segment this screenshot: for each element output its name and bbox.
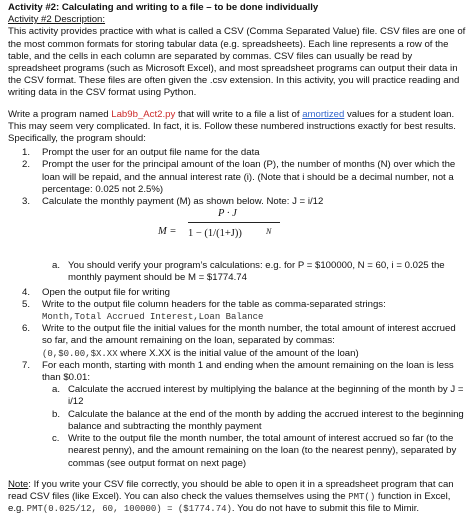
formula-denominator: 1 − (1/(1+J)) bbox=[188, 228, 242, 240]
step-text: Write to the output file column headers for the table as comma-separated strings: bbox=[42, 298, 386, 310]
sub-text: Calculate the accrued interest by multiplying the balance at the beginning of the month by J = i/12 bbox=[68, 384, 464, 408]
step-text: For each month, starting with month 1 and ending when the amount remaining on the loan is less than $0.01: bbox=[42, 359, 454, 384]
intro-paragraph: This activity provides practice with what is called a CSV (Comma Separated Value) file. CSV files are one of the most common formats for storing tabular data (e.g. spreadsheets). Each line represents a row of the table, and the cells in each column are separated by commas. CSV files can usually be read by spreadsheet programs (such as Microsoft Excel), and most spreadsheet programs can output their data in the CSV format. These files are often given the .csv extension. In this activity, you will practice reading and writing data in the CSV format using Python. bbox=[8, 26, 466, 99]
step-number: 3. bbox=[22, 196, 31, 208]
task-text-middle: that will write to a file a list of bbox=[175, 108, 303, 120]
sub-text: Calculate the balance at the end of the month by adding the accrued interest to the beginning balance and subtracting the monthly payment bbox=[68, 408, 464, 432]
step-7 bbox=[8, 360, 466, 384]
formula-numerator: P · J bbox=[218, 208, 237, 220]
task-paragraph bbox=[8, 109, 466, 146]
step-text: Open the output file for writing bbox=[42, 286, 170, 298]
note-text: function in Excel, e.g. bbox=[8, 490, 451, 515]
step-7b bbox=[8, 409, 466, 433]
step-1 bbox=[8, 147, 466, 159]
description-heading: Activity #2 Description: bbox=[8, 14, 106, 26]
fraction-bar bbox=[188, 222, 280, 223]
step-3a bbox=[8, 260, 466, 284]
csv-header-code: Month,Total Accrued Interest,Loan Balance bbox=[42, 312, 264, 323]
pmt-example-code: PMT(0.025/12, 60, 100000) = ($1774.74) bbox=[26, 504, 232, 515]
sub-letter: a. bbox=[52, 260, 61, 272]
program-filename: Lab9b_Act2.py bbox=[111, 108, 176, 120]
step-number: 6. bbox=[22, 323, 31, 335]
task-text-before: Write a program named bbox=[8, 108, 112, 120]
spacer bbox=[8, 470, 466, 479]
task-text-after: values for a student loan. This may seem very complicated. In fact, it is. Follow these numbered instructions exactly for best results. Specifically, the program should: bbox=[8, 108, 456, 145]
step-2 bbox=[8, 159, 466, 196]
sub-letter: c. bbox=[52, 433, 60, 445]
step-text: Write to the output file the initial values for the month number, the total amount of interest accrued so far, and the amount remaining on the loan, separated by commas: bbox=[42, 323, 456, 347]
step-text: Calculate the monthly payment (M) as shown below. Note: J = i/12 bbox=[42, 196, 324, 208]
amortized-link[interactable]: amortized bbox=[302, 108, 345, 120]
step-number: 1. bbox=[22, 147, 31, 159]
note-label: Note bbox=[8, 478, 29, 490]
initial-row-code: (0,$0.00,$X.XX bbox=[42, 348, 118, 359]
note-text: : If you write your CSV file correctly, you should be able to open it in a spreadsheet program that can read CSV files (like Excel). You can also check the values themselves using the bbox=[8, 478, 454, 502]
sub-letter: a. bbox=[52, 384, 61, 396]
sub-letter: b. bbox=[52, 408, 61, 420]
step-number: 4. bbox=[22, 286, 31, 298]
activity-title: Activity #2: Calculating and writing to a file – to be done individually bbox=[8, 2, 319, 13]
pmt-function-code: PMT() bbox=[348, 491, 376, 502]
step-7c bbox=[8, 433, 466, 470]
step-number: 5. bbox=[22, 298, 31, 310]
note-text: . You do not have to submit this file to Mimir. bbox=[231, 503, 420, 515]
step-6-tail: where X.XX is the initial value of the amount of the loan) bbox=[117, 347, 359, 359]
formula-lhs: M = bbox=[158, 226, 177, 238]
payment-formula bbox=[158, 208, 466, 260]
step-5 bbox=[8, 299, 466, 323]
step-3 bbox=[8, 196, 466, 208]
step-text: Prompt the user for the principal amount of the loan (P), the number of months (N) over which the loan will be repaid, and the annual interest rate (i). (Note that i should be a decimal number, not a percentage: 0.025 not 2.5%) bbox=[42, 159, 456, 195]
step-number: 2. bbox=[22, 159, 31, 171]
sub-text: You should verify your program’s calculations: e.g. for P = $100000, N = 60, i = 0.025 the monthly payment should be M = $1774.74 bbox=[68, 260, 445, 284]
step-7a bbox=[8, 384, 466, 408]
note-paragraph bbox=[8, 479, 466, 515]
step-6 bbox=[8, 323, 466, 360]
instruction-list-continued bbox=[8, 287, 466, 385]
step-number: 7. bbox=[22, 359, 31, 371]
step-4 bbox=[8, 287, 466, 299]
instruction-list bbox=[8, 147, 466, 208]
spacer bbox=[8, 100, 466, 109]
sub-text: Write to the output file the month number, the total amount of interest accrued so far (to the nearest penny), and the amount remaining on the loan (to the nearest penny), separated by commas (see output format on next page) bbox=[68, 433, 457, 469]
step-text: Prompt the user for an output file name for the data bbox=[42, 147, 260, 159]
formula-exponent: N bbox=[266, 227, 272, 237]
